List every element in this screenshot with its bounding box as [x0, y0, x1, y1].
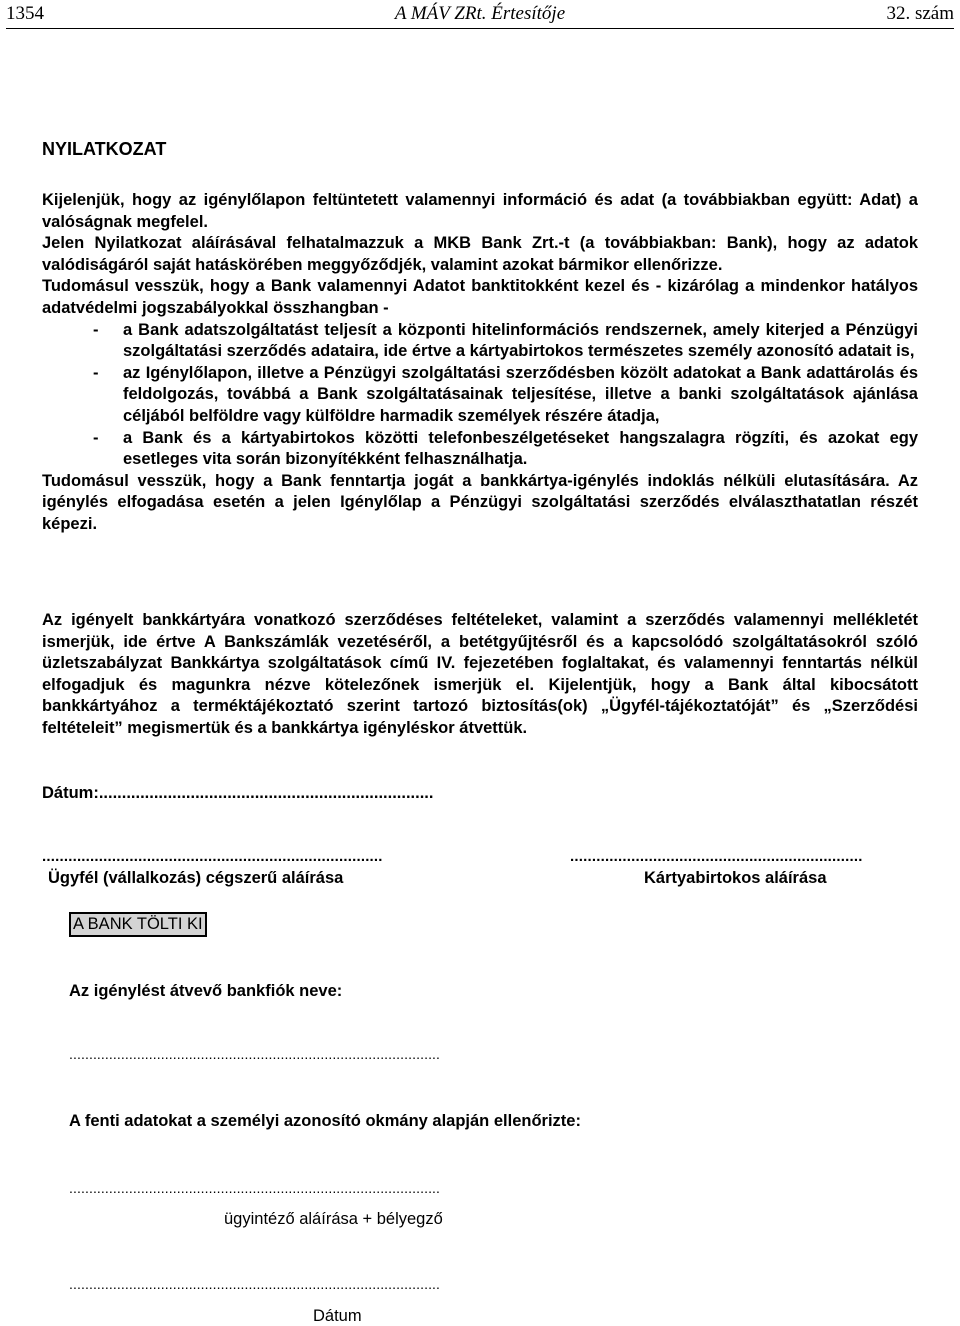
- bank-use-only-box: A BANK TÖLTI KI: [69, 912, 207, 937]
- terms-block: [42, 610, 918, 740]
- paragraph-authorization: Jelen Nyilatkozat aláírásával felhatalmazzuk a MKB Bank Zrt.-t (a továbbiakban: Bank), hogy az adatok valódiságáról saját hatáskörében meggyőződjék, valamint azokat bármikor ellenőrizze.: [42, 234, 918, 274]
- list-dash: -: [93, 363, 99, 382]
- client-signature-label: Ügyfél (vállalkozás) cégszerű aláírása: [48, 869, 344, 887]
- cardholder-signature-label: Kártyabirtokos aláírása: [644, 869, 827, 887]
- list-item: [42, 363, 918, 428]
- officer-signature-caption: ügyintéző aláírása + bélyegző: [224, 1210, 443, 1228]
- id-verification-label: A fenti adatokat a személyi azonosító okmány alapján ellenőrizte:: [69, 1112, 581, 1130]
- paragraph-data-accuracy: Kijelenjük, hogy az igénylőlapon feltüntetett valamennyi információ és adat (a továbbiakban együtt: Adat) a valóságnak megfelel.: [42, 191, 918, 231]
- list-item-text: a Bank adatszolgáltatást teljesít a központi hitelinformációs rendszernek, amely kiterjed a Pénzügyi szolgáltatási szerződés adataira, ide értve a kártyabirtokos természetes személy azonosító adatait is,: [123, 320, 918, 361]
- date-field: Dátum:.........................................................................: [42, 784, 434, 802]
- paragraph-rejection-right: Tudomásul vesszük, hogy a Bank fenntartja jogát a bankkártya-igénylés indoklás nélküli elutasítására. Az igénylés elfogadása esetén a jelen Igénylőlap a Pénzügyi szolgáltatási szerződés elválaszthatatlan részét képezi.: [42, 471, 918, 533]
- list-dash: -: [93, 320, 99, 339]
- page-header: [6, 2, 954, 29]
- date-line: .............................................................................................: [69, 1276, 441, 1292]
- journal-title: A MÁV ZRt. Értesítője: [394, 3, 566, 24]
- branch-name-line: .............................................................................................: [69, 1046, 441, 1062]
- list-dash: -: [93, 428, 99, 447]
- page-number: 1354: [6, 3, 44, 24]
- client-signature-line: ..............................................................................: [42, 848, 383, 865]
- list-item-text: az Igénylőlapon, illetve a Pénzügyi szolgáltatási szerződésben közölt adatokat a Bank adattárolás és feldolgozás, továbbá a Bank szolgáltatásainak teljesítése, illetve a banki szolgáltatások ajánlása céljából belföldre vagy külföldre harmadik személyek részére átadja,: [123, 363, 918, 425]
- date-caption: Dátum: [313, 1307, 362, 1325]
- officer-signature-line: .............................................................................................: [69, 1180, 441, 1196]
- cardholder-signature-line: ...................................................................: [570, 848, 863, 865]
- paragraph-bank-secrecy: Tudomásul vesszük, hogy a Bank valamennyi Adatot banktitokként kezel és - kizárólag a mindenkor hatályos adatvédelmi jogszabályokkal összhangban -: [42, 277, 918, 317]
- data-handling-list: [42, 320, 918, 471]
- branch-name-label: Az igénylést átvevő bankfiók neve:: [69, 982, 343, 1000]
- declaration-block: [42, 190, 918, 536]
- list-item-text: a Bank és a kártyabirtokos közötti telefonbeszélgetéseket hangszalagra rögzíti, és azokat egy esetleges vita során bizonyítékként felhasználhatja.: [123, 428, 918, 469]
- document-title: NYILATKOZAT: [42, 139, 167, 159]
- list-item: [42, 320, 918, 363]
- issue-number: 32. szám: [886, 3, 954, 24]
- paragraph-terms-acceptance: Az igényelt bankkártyára vonatkozó szerződéses feltételeket, valamint a szerződés valamennyi mellékletét ismerjük, ide értve A Bankszámlák vezetéséről, a betétgyűjtésről és a kapcsolódó szolgáltatásokról szóló üzletszabályzat Bankkártya szolgáltatások című IV. fejezetében foglaltakat, és valamennyi fenntartás nélkül elfogadjuk és magunkra nézve kötelezőnek ismerjük el. Kijelentjük, hogy a Bank által kibocsátott bankkártyához a terméktájékoztató szerint tartozó biztosítás(ok) „Ügyfél-tájékoztatóját” és „Szerződési feltételeit” megismertük és a bankkártya igényléskor átvettük.: [42, 611, 918, 737]
- list-item: [42, 428, 918, 471]
